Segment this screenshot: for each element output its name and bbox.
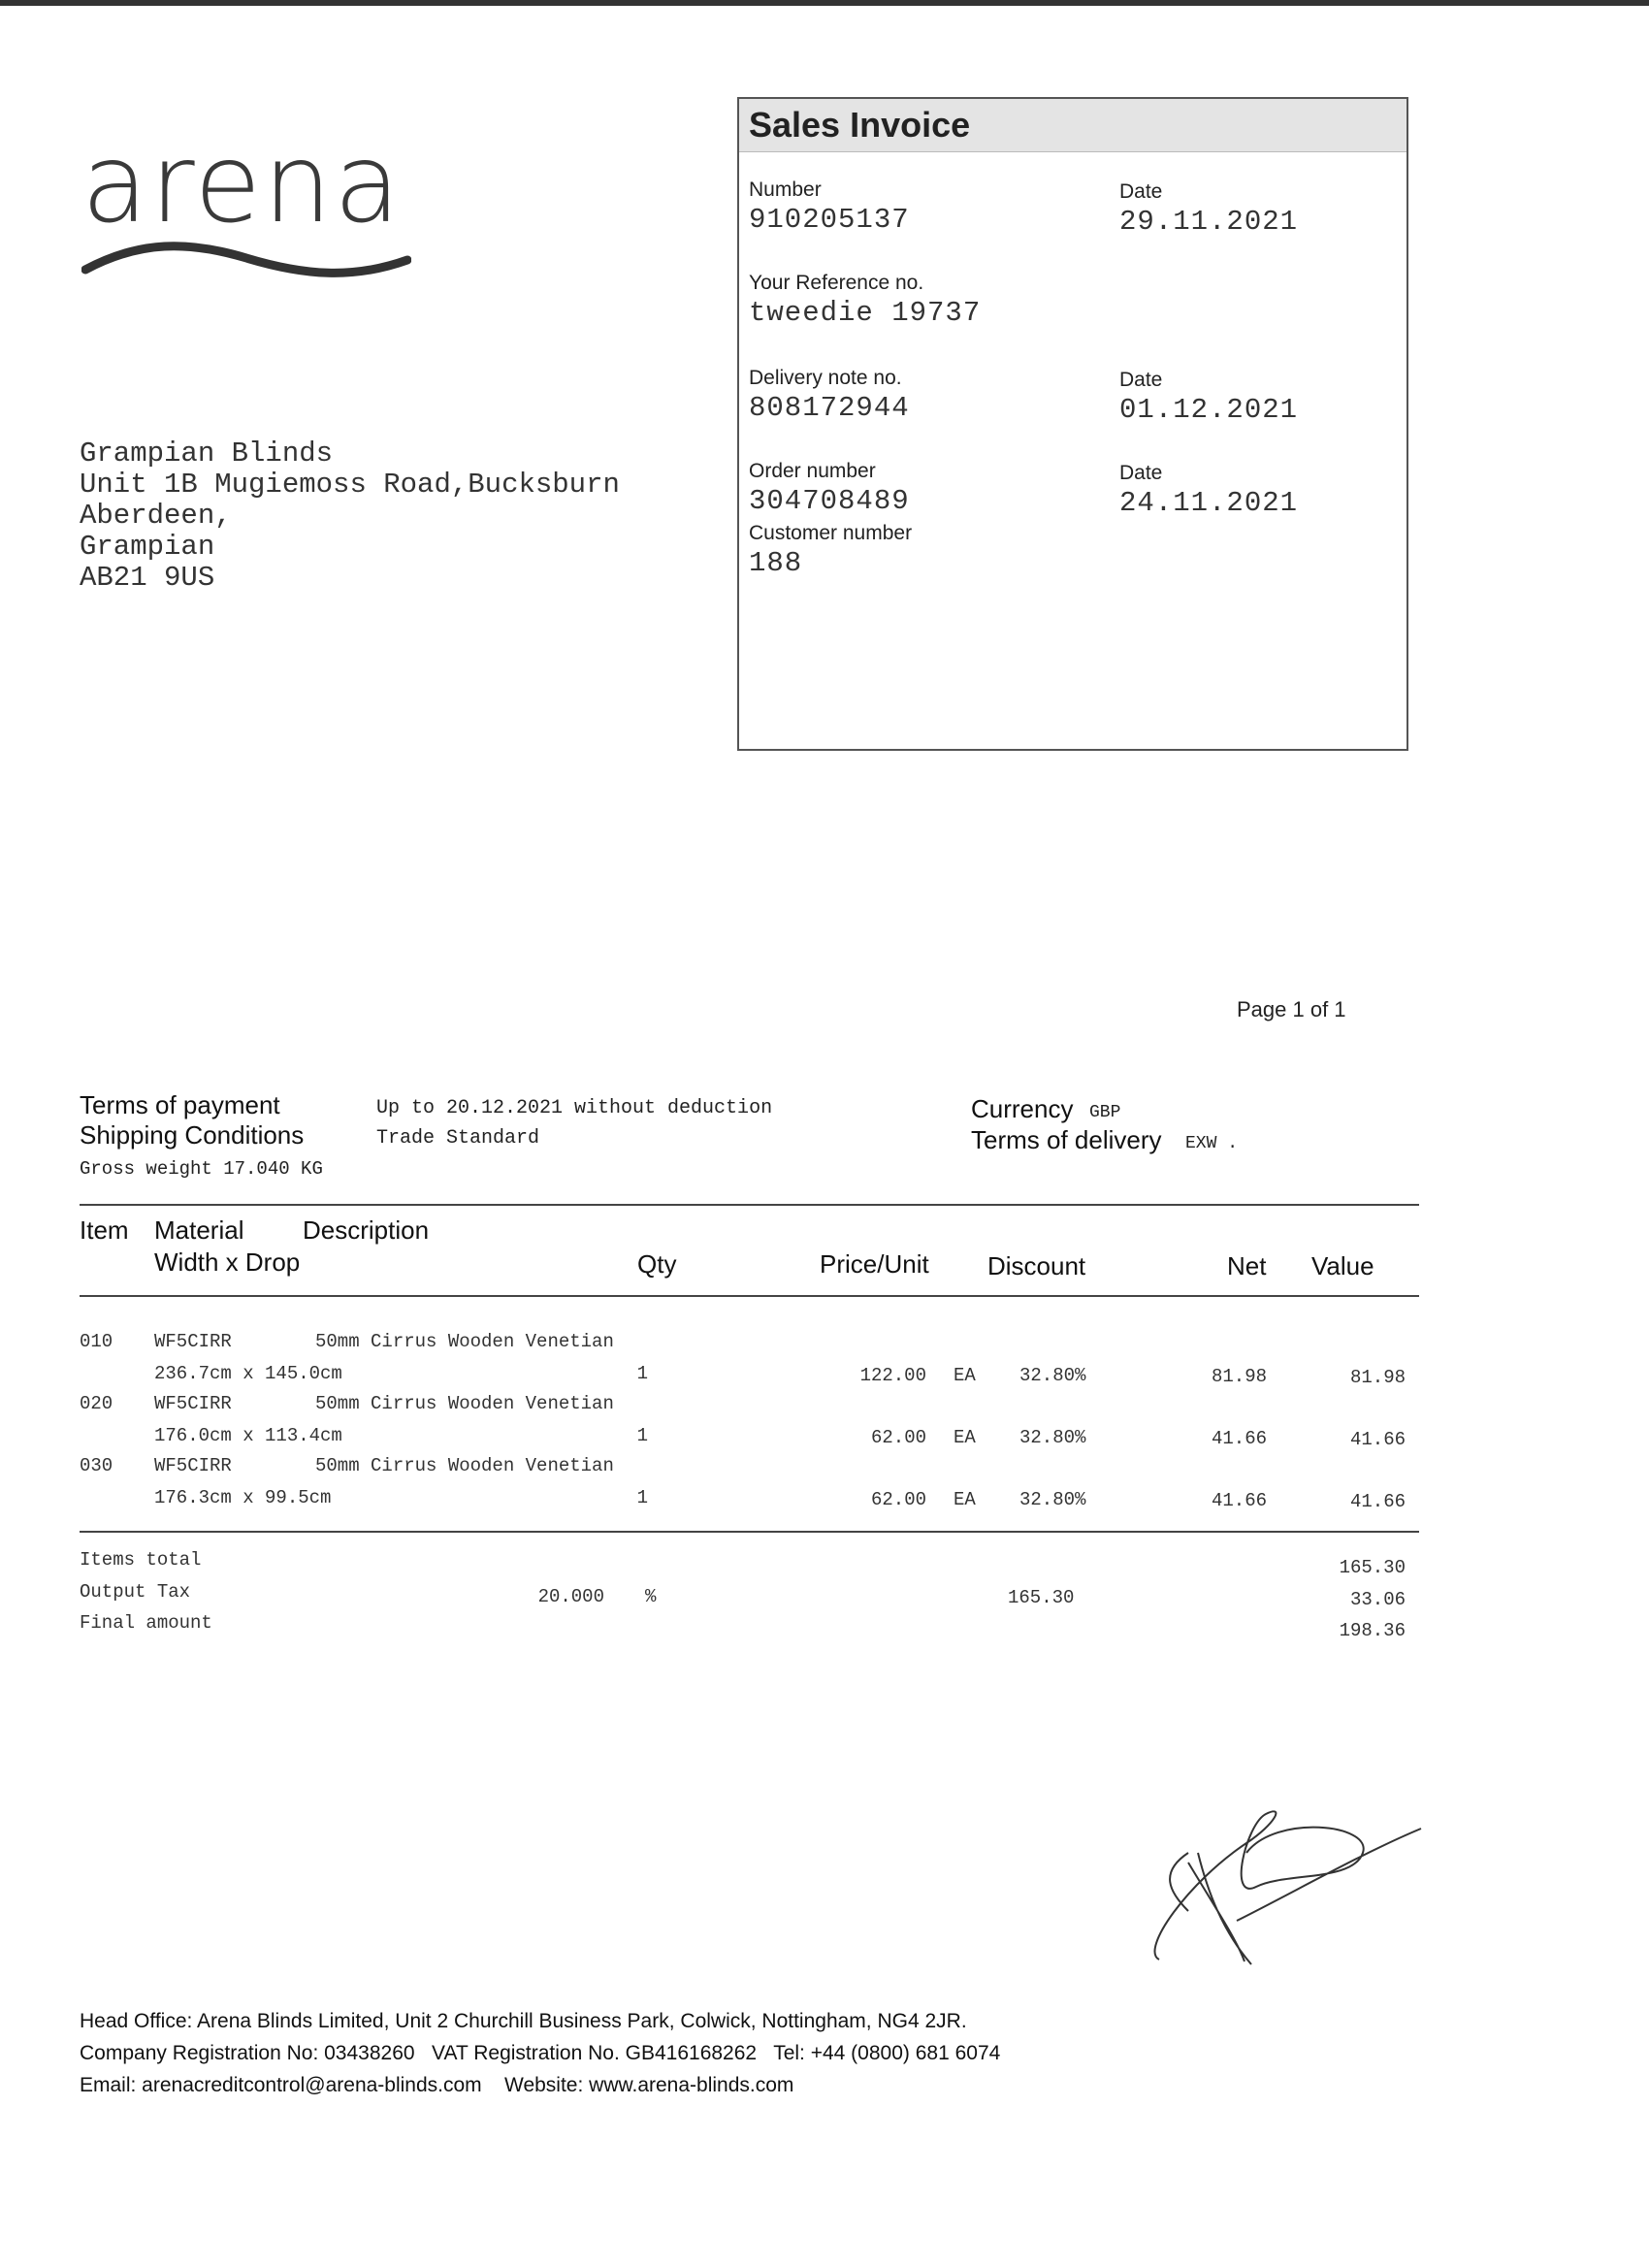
footer-head-office: Head Office: Arena Blinds Limited, Unit 2 Churchill Business Park, Colwick, Nottingham, NG4 2JR. bbox=[80, 2010, 967, 2032]
shipping-conditions-value: Trade Standard bbox=[376, 1127, 540, 1150]
row-unit-price: 62.00 bbox=[870, 1427, 926, 1448]
row-description: 50mm Cirrus Wooden Venetian bbox=[315, 1393, 614, 1414]
header-item: Item bbox=[80, 1215, 129, 1245]
row-material-code: WF5CIRR bbox=[154, 1393, 232, 1414]
row-discount: 32.80% bbox=[1019, 1427, 1086, 1448]
row-item-number: 030 bbox=[80, 1455, 113, 1476]
page-number: Page 1 of 1 bbox=[1237, 997, 1346, 1021]
tax-base: 165.30 bbox=[1008, 1587, 1075, 1608]
row-unit-price: 62.00 bbox=[870, 1489, 926, 1510]
row-material-code: WF5CIRR bbox=[154, 1455, 232, 1476]
arena-logo bbox=[81, 121, 403, 247]
logo-text: arena bbox=[81, 121, 403, 247]
address-line: Grampian bbox=[80, 531, 215, 563]
number-label: Number bbox=[749, 178, 822, 201]
reference-value: tweedie 19737 bbox=[749, 297, 982, 329]
customer-number-label: Customer number bbox=[749, 522, 913, 544]
gross-weight: Gross weight 17.040 KG bbox=[80, 1158, 323, 1180]
tax-percent-sign: % bbox=[645, 1586, 657, 1607]
payment-terms-label: Terms of payment bbox=[80, 1090, 280, 1119]
row-unit-price: 122.00 bbox=[859, 1365, 926, 1386]
delivery-terms-value: EXW . bbox=[1185, 1134, 1239, 1153]
signature-icon bbox=[1130, 1795, 1440, 1979]
address-line: AB21 9US bbox=[80, 562, 215, 594]
items-total-value: 165.30 bbox=[1339, 1557, 1406, 1578]
tax-rate: 20.000 bbox=[537, 1586, 604, 1607]
delivery-note-value: 808172944 bbox=[749, 392, 910, 424]
final-amount-label: Final amount bbox=[80, 1612, 212, 1634]
output-tax-label: Output Tax bbox=[80, 1581, 191, 1603]
tax-amount: 33.06 bbox=[1349, 1589, 1406, 1610]
row-discount: 32.80% bbox=[1019, 1489, 1086, 1510]
row-quantity: 1 bbox=[636, 1425, 648, 1446]
row-net: 41.66 bbox=[1211, 1490, 1267, 1511]
row-value: 81.98 bbox=[1349, 1367, 1406, 1388]
currency-label: Currency bbox=[971, 1094, 1074, 1123]
delivery-date-label: Date bbox=[1119, 369, 1163, 391]
invoice-details-box bbox=[737, 97, 1408, 751]
address-line: Aberdeen, bbox=[80, 500, 232, 532]
divider bbox=[80, 1204, 1419, 1206]
footer-contact: Email: arenacreditcontrol@arena-blinds.com Website: www.arena-blinds.com bbox=[80, 2074, 794, 2096]
row-size: 176.0cm x 113.4cm bbox=[154, 1425, 342, 1446]
delivery-note-label: Delivery note no. bbox=[749, 367, 902, 389]
payment-terms-value: Up to 20.12.2021 without deduction bbox=[376, 1097, 773, 1119]
row-material-code: WF5CIRR bbox=[154, 1331, 232, 1352]
row-size: 236.7cm x 145.0cm bbox=[154, 1363, 342, 1384]
order-date: 24.11.2021 bbox=[1119, 487, 1299, 519]
row-description: 50mm Cirrus Wooden Venetian bbox=[315, 1331, 614, 1352]
header-discount: Discount bbox=[987, 1251, 1086, 1280]
shipping-conditions-label: Shipping Conditions bbox=[80, 1120, 305, 1150]
order-number-value: 304708489 bbox=[749, 485, 910, 517]
row-item-number: 010 bbox=[80, 1331, 113, 1352]
footer-registration: Company Registration No: 03438260 VAT Registration No. GB416168262 Tel: +44 (0800) 681 6074 bbox=[80, 2042, 1001, 2064]
invoice-number: 910205137 bbox=[749, 204, 910, 236]
row-value: 41.66 bbox=[1349, 1429, 1406, 1450]
divider bbox=[80, 1531, 1419, 1533]
row-net: 81.98 bbox=[1211, 1366, 1267, 1387]
scan-edge bbox=[0, 0, 1649, 6]
order-number-label: Order number bbox=[749, 460, 876, 482]
row-unit: EA bbox=[954, 1427, 976, 1448]
row-quantity: 1 bbox=[636, 1363, 648, 1384]
logo-wave-icon bbox=[81, 231, 411, 289]
invoice-title: Sales Invoice bbox=[749, 105, 971, 145]
row-item-number: 020 bbox=[80, 1393, 113, 1414]
row-description: 50mm Cirrus Wooden Venetian bbox=[315, 1455, 614, 1476]
header-material: Material bbox=[154, 1215, 244, 1245]
row-net: 41.66 bbox=[1211, 1428, 1267, 1449]
address-line: Unit 1B Mugiemoss Road,Bucksburn bbox=[80, 469, 620, 501]
currency-value: GBP bbox=[1089, 1103, 1121, 1122]
invoice-date: 29.11.2021 bbox=[1119, 206, 1299, 238]
header-value: Value bbox=[1311, 1251, 1374, 1280]
row-size: 176.3cm x 99.5cm bbox=[154, 1487, 332, 1508]
final-amount-value: 198.36 bbox=[1339, 1620, 1406, 1641]
row-discount: 32.80% bbox=[1019, 1365, 1086, 1386]
address-line: Grampian Blinds bbox=[80, 437, 334, 470]
customer-address bbox=[80, 438, 620, 594]
header-qty: Qty bbox=[637, 1249, 677, 1279]
delivery-date: 01.12.2021 bbox=[1119, 394, 1299, 426]
reference-label: Your Reference no. bbox=[749, 272, 924, 294]
header-net: Net bbox=[1227, 1251, 1267, 1280]
divider bbox=[80, 1295, 1419, 1297]
date-label: Date bbox=[1119, 180, 1163, 203]
row-quantity: 1 bbox=[636, 1487, 648, 1508]
row-unit: EA bbox=[954, 1489, 976, 1510]
delivery-terms-label: Terms of delivery bbox=[971, 1125, 1162, 1154]
header-description: Description bbox=[303, 1215, 430, 1245]
row-value: 41.66 bbox=[1349, 1491, 1406, 1512]
header-width-drop: Width x Drop bbox=[154, 1247, 301, 1277]
row-unit: EA bbox=[954, 1365, 976, 1386]
customer-number-value: 188 bbox=[749, 547, 803, 579]
items-total-label: Items total bbox=[80, 1549, 202, 1571]
order-date-label: Date bbox=[1119, 462, 1163, 484]
header-price-unit: Price/Unit bbox=[820, 1249, 929, 1279]
